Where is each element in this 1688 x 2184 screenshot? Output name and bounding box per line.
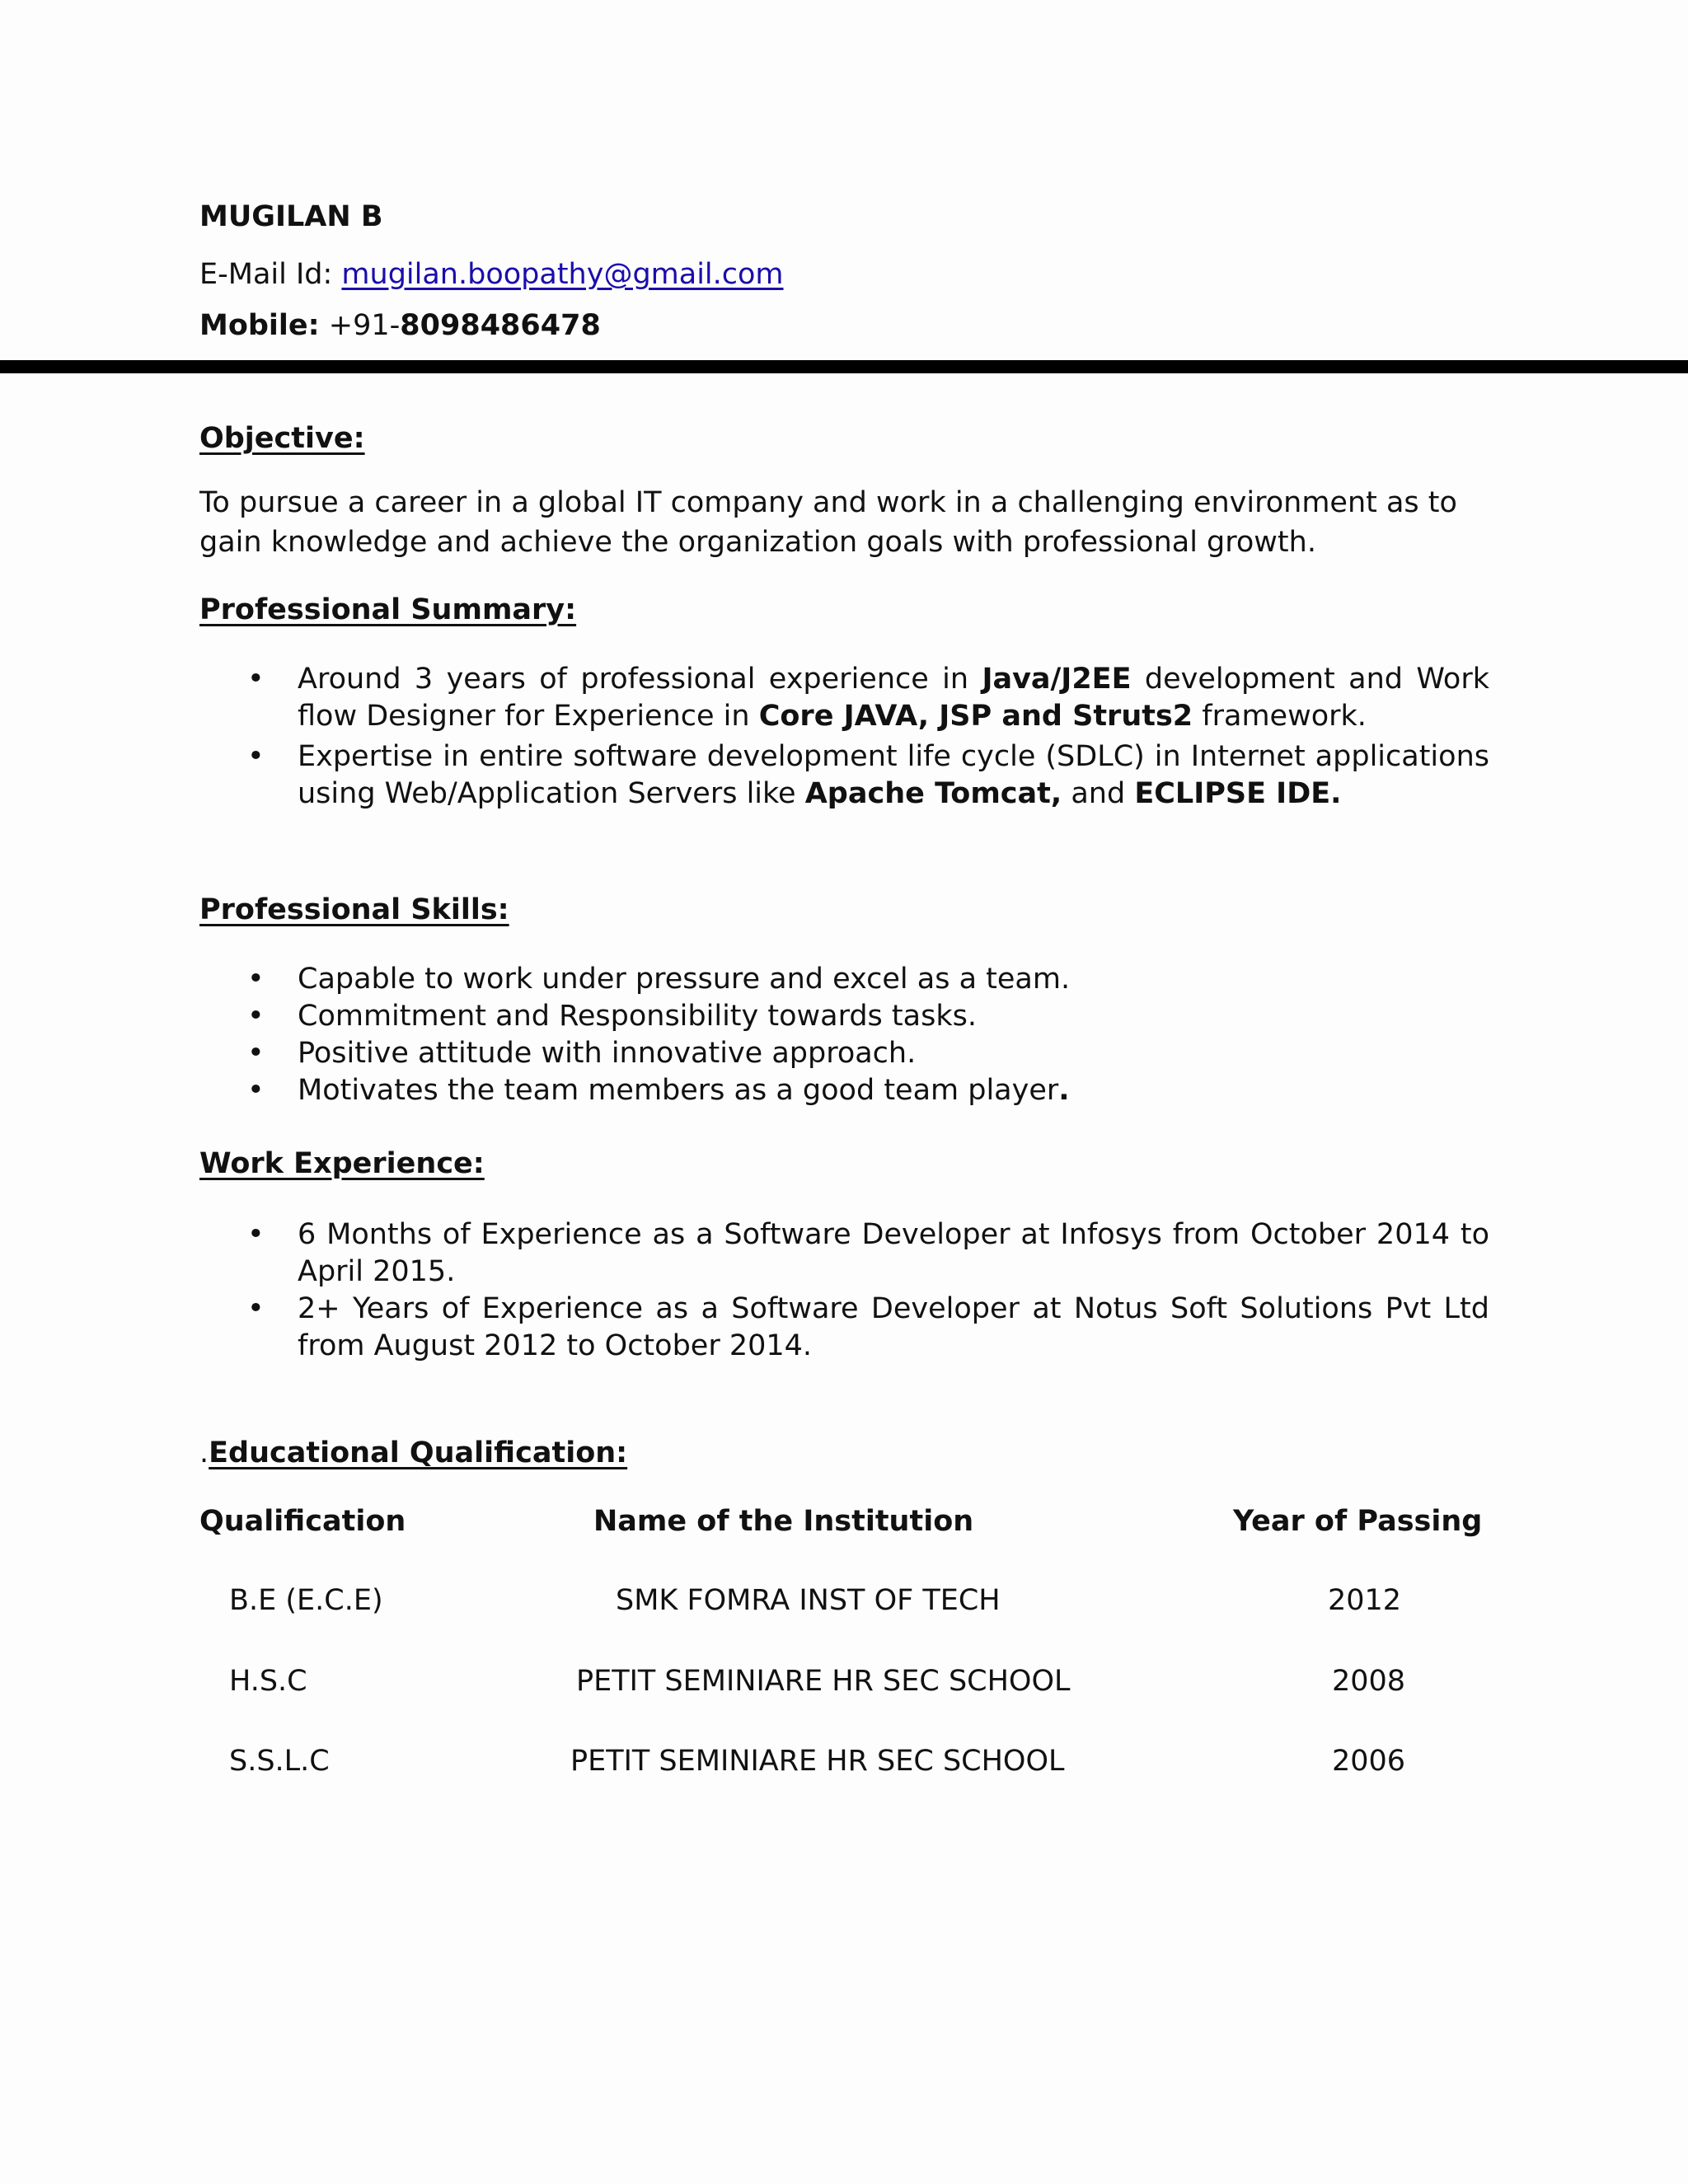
work-text: 6 Months of Experience as a Software Developer at Infosys from October 2014 to April 2015. [298, 1218, 1489, 1288]
year-cell: 2006 [1332, 1745, 1406, 1778]
mobile-prefix: +91- [319, 309, 401, 342]
skill-text: Capable to work under pressure and excel as a team. [298, 963, 1071, 996]
bullet-icon: • [247, 1292, 265, 1325]
email-label: E-Mail Id: [199, 258, 342, 291]
summary-bold: Apache Tomcat, [804, 777, 1062, 810]
work-list [199, 1216, 1489, 1365]
list-item [199, 1216, 1489, 1291]
institution-cell: SMK FOMRA INST OF TECH [616, 1584, 1001, 1617]
skill-text: Positive attitude with innovative approach. [298, 1037, 917, 1070]
qualification-cell: S.S.L.C [229, 1745, 330, 1778]
skill-text: Commitment and Responsibility towards tasks. [298, 1000, 977, 1033]
list-item [199, 961, 1489, 998]
bullet-icon: • [247, 1074, 265, 1107]
year-cell: 2008 [1332, 1665, 1406, 1698]
year-cell: 2012 [1328, 1584, 1402, 1617]
summary-text: Expertise in entire software development life cycle (SDLC) in Internet applications using Web/Application Servers like [298, 740, 1489, 810]
list-item [199, 1291, 1489, 1365]
work-heading: Work Experience: [199, 1147, 485, 1180]
summary-text: and [1062, 777, 1135, 810]
bullet-icon: • [247, 740, 265, 773]
list-item [199, 998, 1489, 1035]
summary-bold: Java/J2EE [982, 663, 1132, 696]
mobile-line [199, 307, 601, 344]
email-link[interactable]: mugilan.boopathy@gmail.com [341, 258, 784, 291]
list-item [199, 738, 1489, 813]
summary-bold: ECLIPSE IDE. [1134, 777, 1342, 810]
objective-heading: Objective: [199, 422, 365, 455]
list-item [199, 1035, 1489, 1072]
list-item [199, 661, 1489, 735]
candidate-name: MUGILAN B [199, 200, 383, 233]
summary-bold: Core JAVA, JSP and Struts2 [758, 700, 1193, 733]
column-header-year: Year of Passing [1233, 1505, 1483, 1538]
education-title [199, 1434, 627, 1472]
bullet-icon: • [247, 1000, 265, 1033]
skills-heading: Professional Skills: [199, 893, 509, 926]
summary-heading: Professional Summary: [199, 593, 577, 626]
objective-text: To pursue a career in a global IT company and work in a challenging environment as to gain knowledge and achieve the organization goals with professional growth. [199, 486, 1457, 559]
summary-text: development and Work flow Designer for Experience in [298, 663, 1489, 733]
column-header-institution: Name of the Institution [593, 1505, 974, 1538]
summary-text: Around 3 years of professional experience in [298, 663, 982, 696]
header-divider [0, 360, 1688, 373]
mobile-label: Mobile: [199, 309, 320, 342]
skill-text: Motivates the team members as a good team player [298, 1074, 1059, 1107]
list-item [199, 1072, 1489, 1109]
skill-period: . [1058, 1074, 1070, 1107]
summary-list [199, 661, 1489, 813]
qualification-cell: B.E (E.C.E) [229, 1584, 383, 1617]
work-text: 2+ Years of Experience as a Software Developer at Notus Soft Solutions Pvt Ltd from August 2012 to October 2014. [298, 1292, 1489, 1362]
mobile-number: 8098486478 [400, 309, 601, 342]
email-line [199, 255, 784, 293]
qualification-cell: H.S.C [229, 1665, 307, 1698]
column-header-qualification: Qualification [199, 1505, 406, 1538]
institution-cell: PETIT SEMINIARE HR SEC SCHOOL [570, 1745, 1065, 1778]
bullet-icon: • [247, 963, 265, 996]
institution-cell: PETIT SEMINIARE HR SEC SCHOOL [576, 1665, 1071, 1698]
summary-text: framework. [1193, 700, 1367, 733]
education-prefix: . [199, 1436, 209, 1469]
bullet-icon: • [247, 1037, 265, 1070]
skills-list [199, 961, 1489, 1109]
education-heading: Educational Qualification: [209, 1436, 628, 1469]
bullet-icon: • [247, 663, 265, 696]
bullet-icon: • [247, 1218, 265, 1251]
